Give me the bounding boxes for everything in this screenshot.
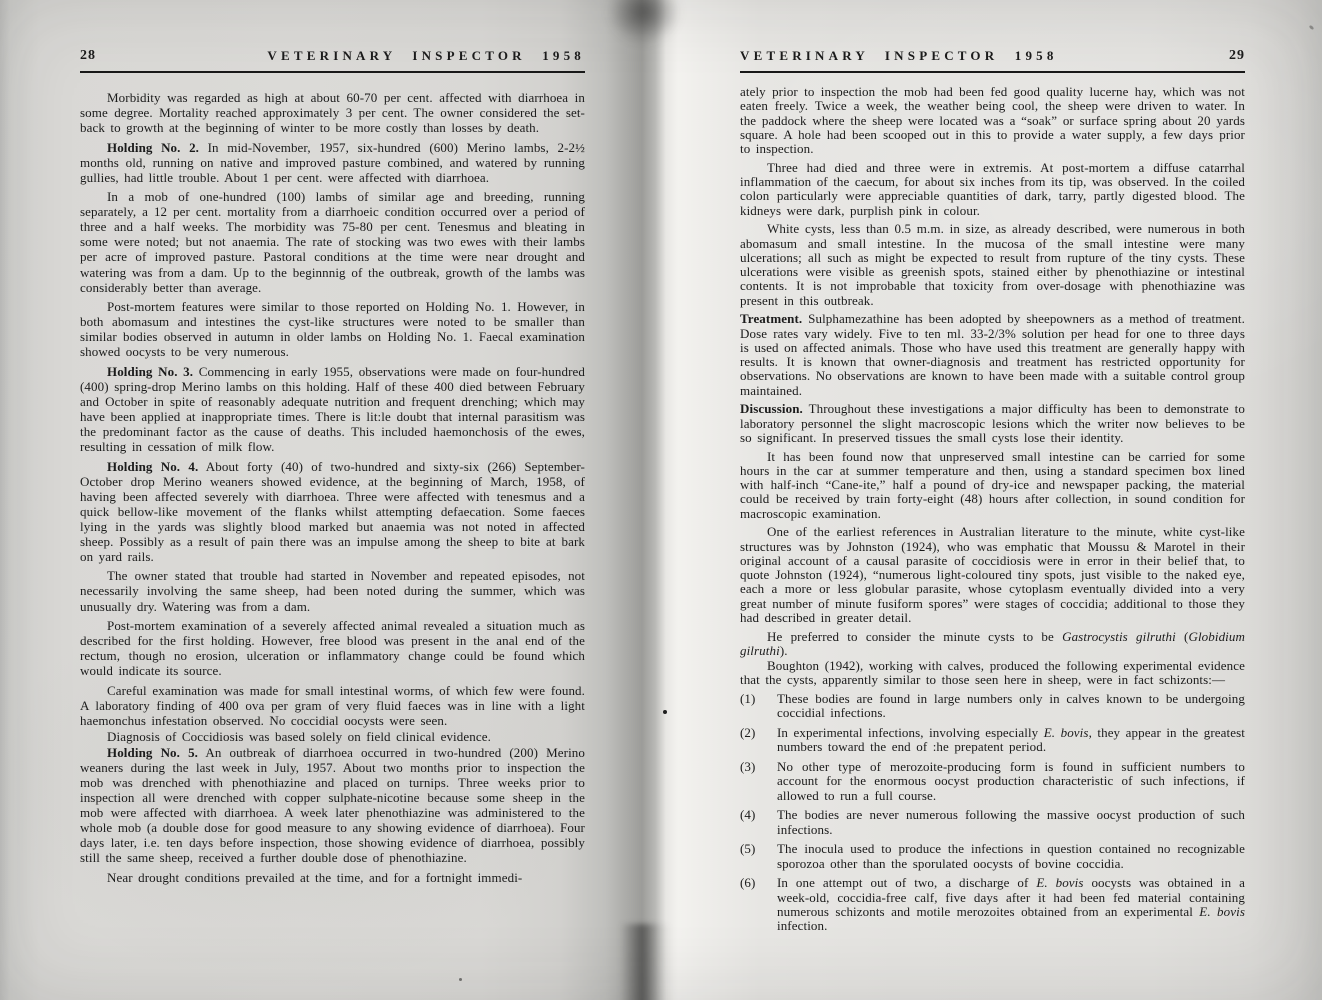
bold-lead-text: Holding No. 2. (107, 139, 200, 155)
body-text: Careful examination was made for small intestinal worms, of which few were found. A laboratory finding of 400 ova per gram of very fluid faeces was in line with a light haemonchus infestation observed. No coccidial oocysts were seen. (80, 682, 585, 728)
gutter-shadow-bottom (620, 924, 670, 1000)
body-text: Post-mortem examination of a severely affected animal revealed a situation much as described for the first holding. However, free blood was present in the anal end of the rectum, though no erosion, ulceration or inflammatory change could be found which would indicate its source. (80, 618, 585, 679)
paragraph (80, 90, 585, 135)
body-text: An outbreak of diarrhoea occurred in two-hundred (200) Merino weaners during the last week in July, 1957. About two months prior to inspection the mob was drenched with phenothiazine and placed on turnips. Three weeks prior to inspection all were drenched with copper sulphate-nicotine because some sheep in the mob were affected with diarrhoea. A week later phenothiazine was administered to the whole mob (a double dose for good measure to any showing evidence of diarrhoea). Four days later, i.e. ten days before inspection, those showing evidence of diarrhoea, possibly still the same sheep, received a further double dose of phenothiazine. (80, 744, 585, 866)
body-text: Throughout these investigations a major difficulty has been to demonstrate to laboratory personnel the slight macroscopic lesions which the writer now believes to be so significant. In preserved tissues the small cysts lose their identity. (740, 401, 1245, 445)
list-marker: (1) (740, 691, 756, 706)
paragraph (740, 402, 1245, 445)
body-text: The inocula used to produce the infections in question contained no recognizable sporozoa other than the sporulated oocysts of bovine coccidia. (777, 841, 1245, 871)
list-item-text (777, 692, 1245, 721)
body-text: Three had died and three were in extremis. At post-mortem a diffuse catarrhal inflammation of the caecum, for about six inches from its tip, was observed. In the coiled colon particularly were appreciable quantities of dark, tarry, partly digested blood. The kidneys were dark, purplish pink in colour. (740, 159, 1245, 218)
body-text: Sulphamezathine has been adopted by sheepowners as a method of treatment. Dose rates vary widely. Five to ten ml. 33-2/3% solution per head for one to three days is used on affected animals. Those who have used this treatment are generally happy with results. It is known that owner-diagnosis and treatment has restricted opportunity for observations. No observations are known to have been made with a suitable control group maintained. (740, 311, 1245, 398)
right-page-header (740, 48, 1245, 73)
body-text: No other type of merozoite-producing form is found in sufficient numbers to account for the enormous oocyst production characteristic of such infections, if allowed to run a full course. (777, 759, 1245, 803)
body-text: It has been found now that unpreserved small intestine can be carried for some hours in the car at summer temperature and then, using a standard specimen box lined with half-inch “Cane-ite,” half a pound of dry-ice and newspaper packing, the material could be received by train forty-eight (48) hours after collection, in sound condition for macroscopic examination. (740, 448, 1245, 521)
paragraph (80, 568, 585, 613)
body-text: About forty (40) of two-hundred and sixty-six (266) September-October drop Merino weaners showed evidence, at the beginning of March, 1958, of having been affected severely with diarrhoea. Three were affected with tenesmus and a quick bellow-like movement of the flanks whilst attempting defaecation. Some faeces lying in the yards was slightly blood marked but anaemia was not noted in affected sheep. Possibly as a result of pain there was an impulse among the sheep to bite at bark on yard rails. (80, 458, 585, 564)
body-text: Commencing in early 1955, observations were made on four-hundred (400) spring-drop Merino lambs on this holding. Half of these 400 died between February and October in spite of reasonably adequate nutrition and frequent drenching; which may have been applied at inappropriate times. There is lit:le doubt that internal parasitism was the predominant factor as the cause of deaths. This included haemonchosis of the ewes, resulting in cessation of milk flow. (80, 363, 585, 455)
body-text: ). (779, 642, 788, 658)
body-text: In one attempt out of two, a discharge of (777, 875, 1037, 891)
paragraph (740, 161, 1245, 218)
body-text: ( (1175, 628, 1189, 644)
journal-title: VETERINARY INSPECTOR 1958 (740, 48, 1058, 63)
paragraph (80, 189, 585, 294)
paragraph (80, 459, 585, 564)
paragraph (740, 525, 1245, 625)
body-text: infection. (777, 918, 828, 933)
paragraph (80, 299, 585, 359)
body-text: Near drought conditions prevailed at the time, and for a fortnight immedi- (107, 869, 523, 885)
journal-title: VETERINARY INSPECTOR 1958 (267, 48, 585, 63)
left-page (80, 48, 585, 889)
list-item (740, 726, 1245, 755)
body-text: oocysts was obtained in a week-old, coccidia-free calf, five days after it had been fed material containing numerous schizonts and motile merozoites obtained from an experimental (777, 875, 1245, 919)
ink-speck (459, 978, 462, 981)
paragraph (80, 729, 585, 744)
italic-text: Gastrocystis gilruthi (1062, 628, 1176, 644)
list-marker: (4) (740, 807, 756, 823)
list-item (740, 842, 1245, 871)
list-item-text (777, 808, 1245, 837)
body-text: In mid-November, 1957, six-hundred (600) Merino lambs, 2-2½ months old, running on native and improved pasture combined, and watered by running gullies, had little trouble. About 1 per cent. were affected with diarrhoea. (80, 139, 585, 185)
body-text: In experimental infections, involving especially (777, 725, 1044, 740)
list-item-text (777, 842, 1245, 871)
italic-text: E. bovis (1199, 903, 1245, 919)
body-text: The owner stated that trouble had started in November and repeated episodes, not necessarily involving the same sheep, had been noted during the summer, which was unusually dry. Watering was from a dam. (80, 568, 585, 614)
body-text: One of the earliest references in Australian literature to the minute, white cyst-like structures was by Johnston (1924), who was emphatic that Moussu & Marotel in their original account of a causal parasite of coccidiosis were in error in their belief that, to quote Johnston (1924), “numerous light-coloured tiny spots, just visible to the naked eye, each a more or less globular parasite, whose cytoplasm eventually divided into a very great number of minute fusiform spores” were stages of coccidia; additional to those they had described in greater detail. (740, 524, 1245, 625)
page-number: 28 (80, 48, 96, 63)
body-text: These bodies are found in large numbers only in calves known to be undergoing coccidial infections. (777, 691, 1245, 721)
body-text: White cysts, less than 0.5 m.m. in size, as already described, were numerous in both abomasum and small intestine. In the mucosa of the small intestine were many ulcerations; all such as might be expected to result from rupture of the tiny cysts. These ulcerations were visible as greenish spots, stained either by phenothiazine or intestinal contents. It is not improbable that toxicity from over-dosage with phenothiazine was present in this outbreak. (740, 221, 1245, 308)
page-number: 29 (1229, 48, 1245, 63)
body-text: Post-mortem features were similar to those reported on Holding No. 1. However, in both abomasum and intestines the cyst-like structures were noted to be smaller than similar bodies observed in autumn in older lambs on Holding No. 1. Faecal examination showed oocysts to be very numerous. (80, 299, 585, 360)
list-item (740, 760, 1245, 803)
list-item (740, 808, 1245, 837)
body-text: , they appear in the greatest numbers toward the end of :he prepatent period. (777, 725, 1245, 755)
list-item-text (777, 726, 1245, 755)
body-text: Morbidity was regarded as high at about 60-70 per cent. affected with diarrhoea in some degree. Mortality reached approximately 3 per cent. The owner considered the set-back to growth at the beginning of winter to be more costly than losses by death. (80, 90, 585, 136)
bold-lead-text: Discussion. (740, 401, 803, 417)
list-marker: (5) (740, 841, 756, 857)
paragraph (740, 222, 1245, 308)
right-page-body (740, 85, 1245, 933)
list-marker: (3) (740, 759, 756, 774)
body-text: He preferred to consider the minute cysts to be (767, 628, 1063, 644)
gutter-shadow-top (596, 0, 692, 54)
paragraph (80, 364, 585, 454)
list-marker: (6) (740, 875, 756, 891)
italic-text: E. bovis (1043, 725, 1089, 740)
bold-lead-text: Treatment. (740, 311, 803, 327)
paragraph (740, 630, 1245, 659)
right-page (740, 48, 1245, 939)
list-marker: (2) (740, 725, 756, 740)
paragraph (80, 745, 585, 865)
italic-text: E. bovis (1036, 875, 1084, 891)
bold-lead-text: Holding No. 4. (107, 458, 199, 474)
paragraph (80, 618, 585, 678)
italic-text: Globidium gilruthi (740, 628, 1245, 658)
paragraph (740, 659, 1245, 688)
paragraph (740, 312, 1245, 398)
paragraph (80, 870, 585, 885)
body-text: ately prior to inspection the mob had been fed good quality lucerne hay, which was not eaten freely. Twice a week, the weather being cool, the sheep were driven to water. In the paddock where the sheep were located was a “soak” or surface spring about 20 yards square. A hole had been scooped out in this to provide a water supply, a few days prior to inspection. (740, 84, 1245, 156)
body-text: Boughton (1942), working with calves, produced the following experimental evidence that the cysts, apparently similar to those seen here in sheep, were in fact schizonts:— (740, 658, 1245, 688)
list-item-text (777, 760, 1245, 803)
bold-lead-text: Holding No. 3. (107, 363, 194, 379)
paragraph (740, 450, 1245, 521)
paragraph (80, 683, 585, 728)
bold-lead-text: Holding No. 5. (107, 744, 199, 760)
paragraph (740, 85, 1245, 156)
left-page-body (80, 90, 585, 885)
paragraph (80, 140, 585, 185)
list-item-text (777, 876, 1245, 933)
left-page-header (80, 48, 585, 73)
ink-speck (1309, 25, 1315, 31)
list-item (740, 876, 1245, 933)
body-text: The bodies are never numerous following the massive oocyst production of such infections. (777, 807, 1245, 837)
list-item (740, 692, 1245, 721)
body-text: Diagnosis of Coccidiosis was based solely on field clinical evidence. (107, 728, 491, 744)
body-text: In a mob of one-hundred (100) lambs of similar age and breeding, running separately, a 12 per cent. mortality from a diarrhoeic condition occurred over a period of three and a half weeks. The morbidity was 75-80 per cent. Tenesmus and bleating in some were noted; but not anaemia. The rate of stocking was two ewes with their lambs per acre of improved pasture. Pastoral conditions at the time were near drought and watering was from a dam. Up to the beginnnig of the outbreak, growth of the lambs was considerably better than average. (80, 189, 585, 295)
ink-speck (663, 710, 667, 714)
